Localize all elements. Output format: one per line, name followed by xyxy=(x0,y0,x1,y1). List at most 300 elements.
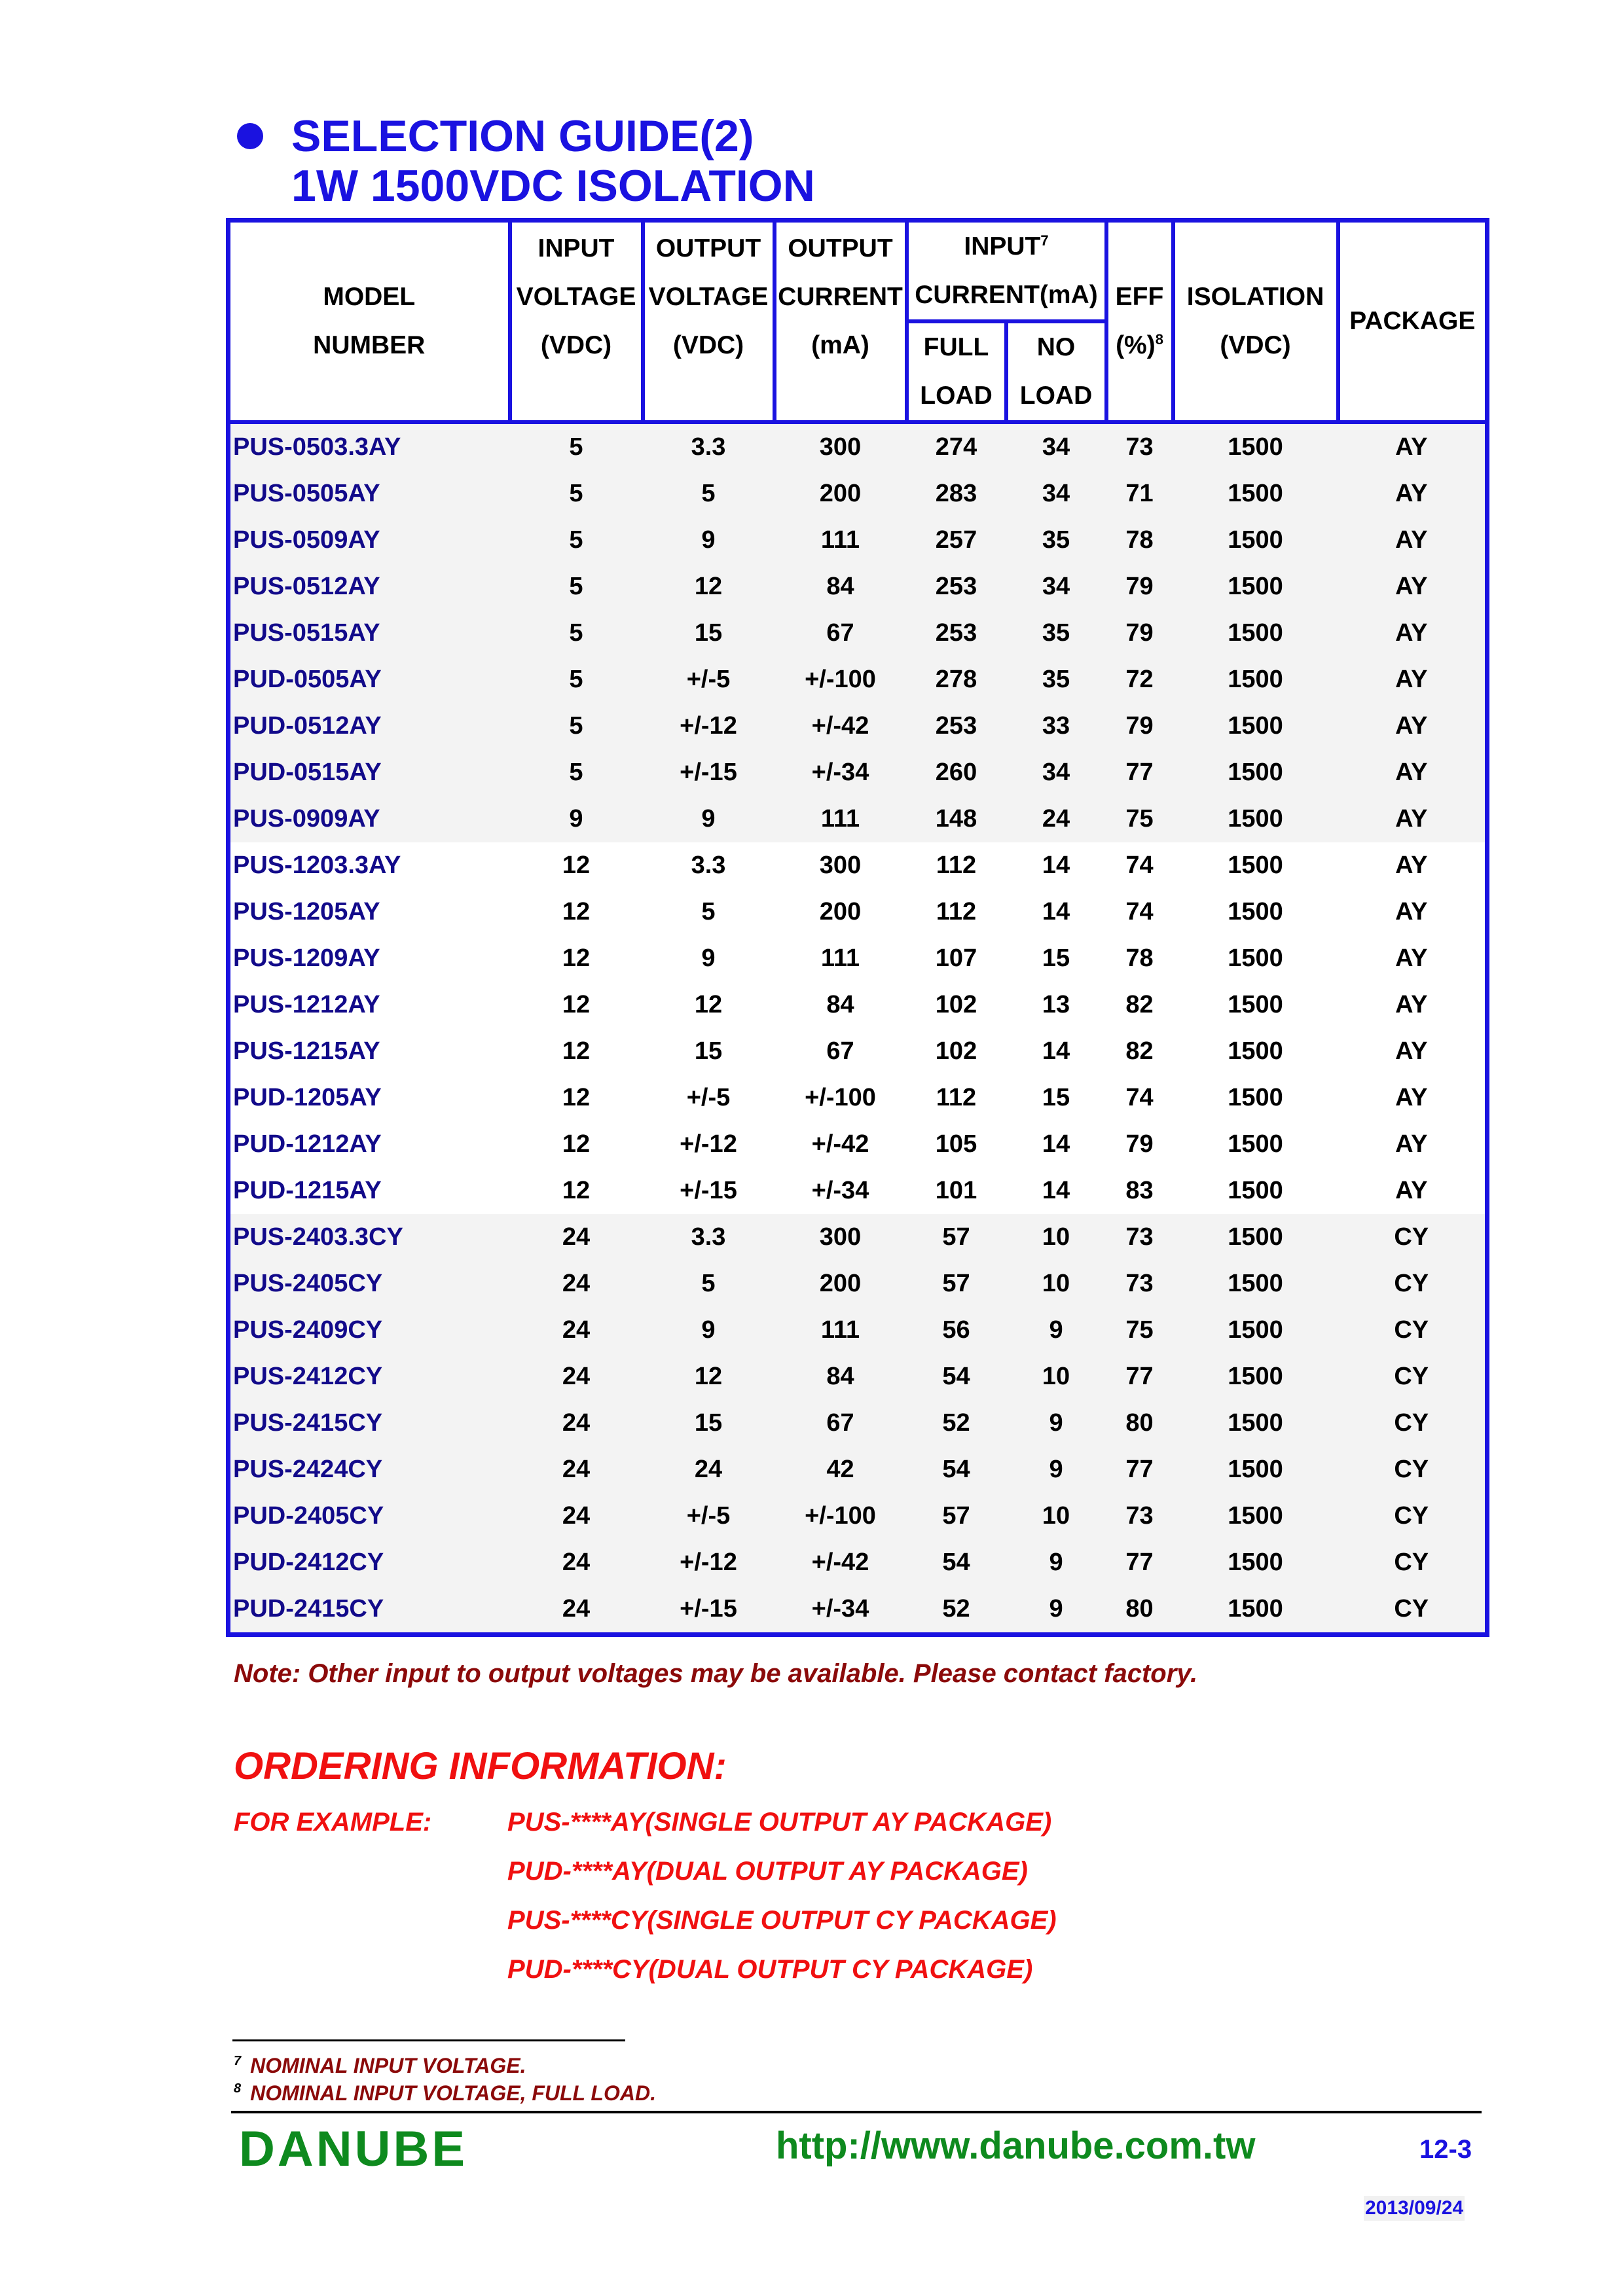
cell-efficiency: 78 xyxy=(1106,517,1173,564)
cell-input-current-no-load: 24 xyxy=(1006,796,1106,842)
table-row xyxy=(228,1354,1487,1400)
header-no-load xyxy=(1006,321,1106,422)
header-input-current xyxy=(907,221,1106,322)
header-efficiency xyxy=(1106,221,1173,423)
cell-package: AY xyxy=(1338,1075,1487,1121)
ordering-example: PUS-****AY(SINGLE OUTPUT AY PACKAGE) xyxy=(507,1808,1052,1837)
table-row xyxy=(228,796,1487,842)
header-text: INPUT xyxy=(538,234,615,262)
ordering-example: PUD-****AY(DUAL OUTPUT AY PACKAGE) xyxy=(507,1857,1028,1886)
cell-output-voltage: +/-5 xyxy=(643,656,775,703)
cell-package: CY xyxy=(1338,1493,1487,1539)
cell-input-current-full-load: 101 xyxy=(907,1168,1006,1214)
cell-model: PUS-1203.3AY xyxy=(228,842,510,889)
page-subtitle: 1W 1500VDC ISOLATION xyxy=(291,161,815,211)
cell-output-current: +/-42 xyxy=(775,1121,907,1168)
bullet-icon xyxy=(237,123,263,149)
cell-package: CY xyxy=(1338,1307,1487,1354)
cell-model: PUS-2403.3CY xyxy=(228,1214,510,1261)
cell-input-voltage: 24 xyxy=(510,1214,643,1261)
cell-input-current-no-load: 34 xyxy=(1006,422,1106,471)
cell-input-voltage: 12 xyxy=(510,1121,643,1168)
cell-efficiency: 75 xyxy=(1106,1307,1173,1354)
cell-input-voltage: 5 xyxy=(510,703,643,749)
cell-input-voltage: 24 xyxy=(510,1307,643,1354)
cell-output-voltage: 9 xyxy=(643,935,775,982)
cell-input-current-no-load: 10 xyxy=(1006,1354,1106,1400)
cell-efficiency: 77 xyxy=(1106,749,1173,796)
cell-isolation: 1500 xyxy=(1173,1400,1338,1446)
cell-package: AY xyxy=(1338,471,1487,517)
cell-input-voltage: 12 xyxy=(510,842,643,889)
cell-isolation: 1500 xyxy=(1173,935,1338,982)
footnote-divider xyxy=(232,2039,625,2041)
header-text: (VDC) xyxy=(672,331,744,359)
cell-isolation: 1500 xyxy=(1173,749,1338,796)
cell-input-current-full-load: 52 xyxy=(907,1586,1006,1635)
table-row xyxy=(228,1307,1487,1354)
cell-output-current: 111 xyxy=(775,517,907,564)
brand-logo: DANUBE xyxy=(239,2121,468,2177)
cell-model: PUS-0909AY xyxy=(228,796,510,842)
cell-efficiency: 71 xyxy=(1106,471,1173,517)
cell-output-current: +/-100 xyxy=(775,656,907,703)
cell-input-voltage: 5 xyxy=(510,517,643,564)
cell-output-current: +/-34 xyxy=(775,1586,907,1635)
table-row xyxy=(228,889,1487,935)
footnote-ref: 8 xyxy=(1155,331,1163,348)
cell-output-voltage: +/-5 xyxy=(643,1075,775,1121)
cell-input-voltage: 5 xyxy=(510,422,643,471)
cell-input-voltage: 5 xyxy=(510,610,643,656)
footnote-mark: 8 xyxy=(234,2081,242,2096)
cell-model: PUS-1212AY xyxy=(228,982,510,1028)
table-row xyxy=(228,1028,1487,1075)
cell-output-current: 67 xyxy=(775,1028,907,1075)
cell-input-voltage: 24 xyxy=(510,1539,643,1586)
cell-input-voltage: 24 xyxy=(510,1493,643,1539)
header-text: (%) xyxy=(1116,331,1156,359)
footnote-text: NOMINAL INPUT VOLTAGE. xyxy=(250,2054,526,2077)
cell-package: CY xyxy=(1338,1261,1487,1307)
cell-isolation: 1500 xyxy=(1173,656,1338,703)
cell-package: AY xyxy=(1338,1168,1487,1214)
header-package: PACKAGE xyxy=(1338,221,1487,423)
cell-output-current: 111 xyxy=(775,1307,907,1354)
footer-divider xyxy=(231,2111,1482,2113)
cell-input-voltage: 24 xyxy=(510,1261,643,1307)
ordering-example: PUD-****CY(DUAL OUTPUT CY PACKAGE) xyxy=(507,1955,1033,1984)
table-row xyxy=(228,422,1487,471)
cell-output-current: 84 xyxy=(775,982,907,1028)
cell-input-voltage: 12 xyxy=(510,1028,643,1075)
cell-isolation: 1500 xyxy=(1173,1307,1338,1354)
cell-isolation: 1500 xyxy=(1173,796,1338,842)
cell-model: PUS-0509AY xyxy=(228,517,510,564)
ordering-example: PUS-****CY(SINGLE OUTPUT CY PACKAGE) xyxy=(507,1906,1057,1935)
cell-input-current-full-load: 52 xyxy=(907,1400,1006,1446)
cell-model: PUD-2412CY xyxy=(228,1539,510,1586)
cell-package: AY xyxy=(1338,422,1487,471)
cell-isolation: 1500 xyxy=(1173,982,1338,1028)
cell-output-voltage: +/-15 xyxy=(643,1168,775,1214)
cell-efficiency: 72 xyxy=(1106,656,1173,703)
cell-isolation: 1500 xyxy=(1173,1493,1338,1539)
cell-isolation: 1500 xyxy=(1173,1446,1338,1493)
header-output-current xyxy=(775,221,907,423)
cell-input-current-no-load: 34 xyxy=(1006,471,1106,517)
cell-efficiency: 80 xyxy=(1106,1586,1173,1635)
cell-model: PUD-1212AY xyxy=(228,1121,510,1168)
cell-input-current-full-load: 253 xyxy=(907,564,1006,610)
cell-output-current: 200 xyxy=(775,1261,907,1307)
cell-efficiency: 82 xyxy=(1106,982,1173,1028)
cell-output-current: 300 xyxy=(775,1214,907,1261)
table-row xyxy=(228,1214,1487,1261)
cell-output-voltage: 9 xyxy=(643,1307,775,1354)
cell-input-current-no-load: 34 xyxy=(1006,564,1106,610)
cell-output-voltage: 9 xyxy=(643,517,775,564)
cell-model: PUS-0515AY xyxy=(228,610,510,656)
cell-efficiency: 73 xyxy=(1106,1493,1173,1539)
cell-isolation: 1500 xyxy=(1173,703,1338,749)
cell-isolation: 1500 xyxy=(1173,564,1338,610)
cell-efficiency: 82 xyxy=(1106,1028,1173,1075)
cell-isolation: 1500 xyxy=(1173,1168,1338,1214)
cell-input-current-full-load: 283 xyxy=(907,471,1006,517)
cell-isolation: 1500 xyxy=(1173,1121,1338,1168)
footnote-7 xyxy=(234,2054,526,2078)
cell-efficiency: 80 xyxy=(1106,1400,1173,1446)
cell-isolation: 1500 xyxy=(1173,1028,1338,1075)
cell-input-current-full-load: 102 xyxy=(907,1028,1006,1075)
cell-input-current-full-load: 278 xyxy=(907,656,1006,703)
table-row xyxy=(228,842,1487,889)
header-input-voltage xyxy=(510,221,643,423)
cell-package: AY xyxy=(1338,842,1487,889)
cell-input-current-no-load: 9 xyxy=(1006,1586,1106,1635)
cell-output-voltage: 3.3 xyxy=(643,842,775,889)
cell-package: AY xyxy=(1338,1028,1487,1075)
cell-model: PUS-0505AY xyxy=(228,471,510,517)
cell-model: PUD-2415CY xyxy=(228,1586,510,1635)
table-row xyxy=(228,1121,1487,1168)
header-text: NO xyxy=(1036,333,1076,361)
cell-efficiency: 77 xyxy=(1106,1539,1173,1586)
header-text: FULL xyxy=(923,333,989,361)
cell-input-current-no-load: 15 xyxy=(1006,1075,1106,1121)
cell-isolation: 1500 xyxy=(1173,610,1338,656)
ordering-label: FOR EXAMPLE: xyxy=(234,1808,432,1837)
cell-input-voltage: 5 xyxy=(510,749,643,796)
cell-input-current-no-load: 9 xyxy=(1006,1539,1106,1586)
cell-output-current: +/-100 xyxy=(775,1493,907,1539)
cell-input-current-no-load: 9 xyxy=(1006,1446,1106,1493)
cell-package: AY xyxy=(1338,982,1487,1028)
cell-package: CY xyxy=(1338,1400,1487,1446)
cell-output-voltage: 12 xyxy=(643,1354,775,1400)
header-text: OUTPUT xyxy=(655,234,761,262)
cell-input-current-full-load: 257 xyxy=(907,517,1006,564)
cell-model: PUS-1205AY xyxy=(228,889,510,935)
cell-input-current-full-load: 105 xyxy=(907,1121,1006,1168)
cell-model: PUS-1215AY xyxy=(228,1028,510,1075)
cell-output-current: 84 xyxy=(775,1354,907,1400)
table-row xyxy=(228,610,1487,656)
cell-output-voltage: +/-12 xyxy=(643,703,775,749)
cell-input-voltage: 5 xyxy=(510,656,643,703)
table-body xyxy=(228,422,1487,1635)
cell-isolation: 1500 xyxy=(1173,422,1338,471)
cell-input-current-full-load: 57 xyxy=(907,1261,1006,1307)
cell-input-current-full-load: 253 xyxy=(907,703,1006,749)
cell-input-current-no-load: 33 xyxy=(1006,703,1106,749)
cell-model: PUS-1209AY xyxy=(228,935,510,982)
cell-model: PUD-1215AY xyxy=(228,1168,510,1214)
table-row xyxy=(228,749,1487,796)
cell-output-voltage: 5 xyxy=(643,889,775,935)
cell-output-voltage: +/-15 xyxy=(643,749,775,796)
cell-efficiency: 79 xyxy=(1106,564,1173,610)
cell-isolation: 1500 xyxy=(1173,1539,1338,1586)
cell-input-current-full-load: 112 xyxy=(907,889,1006,935)
cell-input-voltage: 5 xyxy=(510,564,643,610)
table-row xyxy=(228,564,1487,610)
cell-output-voltage: 3.3 xyxy=(643,1214,775,1261)
cell-package: CY xyxy=(1338,1214,1487,1261)
cell-model: PUD-0505AY xyxy=(228,656,510,703)
cell-input-current-no-load: 35 xyxy=(1006,517,1106,564)
header-text: LOAD xyxy=(1019,382,1093,410)
cell-input-current-no-load: 15 xyxy=(1006,935,1106,982)
table-row xyxy=(228,1075,1487,1121)
cell-package: AY xyxy=(1338,935,1487,982)
cell-input-voltage: 12 xyxy=(510,1075,643,1121)
table-header-row xyxy=(228,221,1487,322)
cell-output-voltage: 5 xyxy=(643,1261,775,1307)
cell-input-current-full-load: 107 xyxy=(907,935,1006,982)
header-text: VOLTAGE xyxy=(516,283,636,311)
cell-package: AY xyxy=(1338,517,1487,564)
cell-efficiency: 77 xyxy=(1106,1354,1173,1400)
table-row xyxy=(228,1261,1487,1307)
cell-input-current-no-load: 10 xyxy=(1006,1214,1106,1261)
cell-input-current-no-load: 14 xyxy=(1006,1121,1106,1168)
cell-input-voltage: 24 xyxy=(510,1446,643,1493)
table-row xyxy=(228,1539,1487,1586)
cell-output-current: 111 xyxy=(775,935,907,982)
cell-isolation: 1500 xyxy=(1173,1075,1338,1121)
cell-model: PUD-2405CY xyxy=(228,1493,510,1539)
cell-efficiency: 74 xyxy=(1106,889,1173,935)
cell-input-current-no-load: 35 xyxy=(1006,656,1106,703)
cell-input-current-full-load: 112 xyxy=(907,1075,1006,1121)
cell-input-current-full-load: 54 xyxy=(907,1539,1006,1586)
footnote-8 xyxy=(234,2081,656,2106)
cell-efficiency: 78 xyxy=(1106,935,1173,982)
cell-input-current-full-load: 148 xyxy=(907,796,1006,842)
cell-input-voltage: 24 xyxy=(510,1586,643,1635)
cell-input-voltage: 12 xyxy=(510,889,643,935)
cell-efficiency: 75 xyxy=(1106,796,1173,842)
header-text: INPUT xyxy=(964,232,1041,260)
header-text: VOLTAGE xyxy=(648,283,769,311)
cell-input-current-full-load: 112 xyxy=(907,842,1006,889)
cell-isolation: 1500 xyxy=(1173,1354,1338,1400)
cell-input-voltage: 12 xyxy=(510,982,643,1028)
cell-output-voltage: 12 xyxy=(643,564,775,610)
cell-output-current: +/-42 xyxy=(775,703,907,749)
cell-output-current: 84 xyxy=(775,564,907,610)
cell-efficiency: 74 xyxy=(1106,842,1173,889)
cell-input-current-full-load: 102 xyxy=(907,982,1006,1028)
cell-input-current-no-load: 34 xyxy=(1006,749,1106,796)
cell-package: CY xyxy=(1338,1354,1487,1400)
table-row xyxy=(228,982,1487,1028)
cell-efficiency: 83 xyxy=(1106,1168,1173,1214)
cell-input-current-full-load: 54 xyxy=(907,1354,1006,1400)
page-title: SELECTION GUIDE(2) xyxy=(291,111,754,161)
cell-efficiency: 79 xyxy=(1106,703,1173,749)
table-row xyxy=(228,471,1487,517)
cell-input-current-full-load: 274 xyxy=(907,422,1006,471)
cell-output-current: +/-34 xyxy=(775,749,907,796)
header-text: EFF xyxy=(1115,283,1164,311)
cell-efficiency: 77 xyxy=(1106,1446,1173,1493)
cell-input-voltage: 5 xyxy=(510,471,643,517)
footnote-ref: 7 xyxy=(1040,232,1049,249)
cell-output-voltage: 5 xyxy=(643,471,775,517)
header-text: NUMBER xyxy=(313,331,426,359)
cell-output-current: +/-34 xyxy=(775,1168,907,1214)
cell-output-current: +/-42 xyxy=(775,1539,907,1586)
cell-output-voltage: +/-5 xyxy=(643,1493,775,1539)
cell-output-current: 300 xyxy=(775,422,907,471)
cell-package: AY xyxy=(1338,564,1487,610)
cell-isolation: 1500 xyxy=(1173,517,1338,564)
cell-input-current-no-load: 14 xyxy=(1006,842,1106,889)
cell-input-voltage: 9 xyxy=(510,796,643,842)
cell-package: CY xyxy=(1338,1539,1487,1586)
header-text: (VDC) xyxy=(1220,331,1291,359)
table-row xyxy=(228,1493,1487,1539)
cell-efficiency: 73 xyxy=(1106,422,1173,471)
cell-isolation: 1500 xyxy=(1173,889,1338,935)
cell-package: AY xyxy=(1338,749,1487,796)
availability-note: Note: Other input to output voltages may be available. Please contact factory. xyxy=(234,1659,1198,1688)
header-model-number xyxy=(228,221,510,423)
cell-input-current-no-load: 13 xyxy=(1006,982,1106,1028)
cell-model: PUS-2415CY xyxy=(228,1400,510,1446)
cell-isolation: 1500 xyxy=(1173,1261,1338,1307)
cell-model: PUD-0515AY xyxy=(228,749,510,796)
header-output-voltage xyxy=(643,221,775,423)
cell-output-voltage: +/-15 xyxy=(643,1586,775,1635)
cell-output-voltage: 12 xyxy=(643,982,775,1028)
cell-input-current-no-load: 14 xyxy=(1006,889,1106,935)
cell-model: PUS-0503.3AY xyxy=(228,422,510,471)
ordering-title: ORDERING INFORMATION: xyxy=(234,1745,727,1787)
cell-efficiency: 74 xyxy=(1106,1075,1173,1121)
cell-model: PUD-0512AY xyxy=(228,703,510,749)
table-row xyxy=(228,1586,1487,1635)
cell-output-current: 67 xyxy=(775,610,907,656)
cell-efficiency: 73 xyxy=(1106,1261,1173,1307)
table-row xyxy=(228,517,1487,564)
cell-model: PUS-2409CY xyxy=(228,1307,510,1354)
cell-package: CY xyxy=(1338,1586,1487,1635)
cell-output-voltage: 3.3 xyxy=(643,422,775,471)
table-row xyxy=(228,1168,1487,1214)
cell-input-voltage: 12 xyxy=(510,935,643,982)
cell-output-current: 111 xyxy=(775,796,907,842)
cell-input-current-full-load: 54 xyxy=(907,1446,1006,1493)
table-row xyxy=(228,656,1487,703)
cell-input-current-no-load: 10 xyxy=(1006,1493,1106,1539)
cell-efficiency: 79 xyxy=(1106,1121,1173,1168)
cell-output-current: +/-100 xyxy=(775,1075,907,1121)
cell-package: AY xyxy=(1338,610,1487,656)
cell-input-current-full-load: 253 xyxy=(907,610,1006,656)
footnote-mark: 7 xyxy=(234,2054,242,2069)
cell-model: PUS-2405CY xyxy=(228,1261,510,1307)
cell-output-current: 200 xyxy=(775,471,907,517)
cell-package: CY xyxy=(1338,1446,1487,1493)
cell-output-current: 42 xyxy=(775,1446,907,1493)
cell-package: AY xyxy=(1338,656,1487,703)
cell-input-current-full-load: 260 xyxy=(907,749,1006,796)
header-full-load xyxy=(907,321,1006,422)
cell-input-current-no-load: 9 xyxy=(1006,1400,1106,1446)
header-isolation xyxy=(1173,221,1338,423)
cell-model: PUS-2412CY xyxy=(228,1354,510,1400)
header-text: (mA) xyxy=(811,331,869,359)
cell-package: AY xyxy=(1338,796,1487,842)
header-text: CURRENT xyxy=(778,283,903,311)
cell-input-current-no-load: 9 xyxy=(1006,1307,1106,1354)
cell-input-voltage: 24 xyxy=(510,1400,643,1446)
cell-output-current: 200 xyxy=(775,889,907,935)
website-link[interactable]: http://www.danube.com.tw xyxy=(776,2125,1256,2167)
cell-package: AY xyxy=(1338,1121,1487,1168)
header-text: ISOLATION xyxy=(1186,283,1324,311)
cell-input-current-full-load: 57 xyxy=(907,1214,1006,1261)
cell-output-current: 300 xyxy=(775,842,907,889)
cell-model: PUS-0512AY xyxy=(228,564,510,610)
cell-input-current-no-load: 14 xyxy=(1006,1028,1106,1075)
page-number: 12-3 xyxy=(1419,2135,1472,2164)
cell-model: PUD-1205AY xyxy=(228,1075,510,1121)
header-text: (VDC) xyxy=(540,331,612,359)
cell-input-current-no-load: 10 xyxy=(1006,1261,1106,1307)
cell-input-voltage: 24 xyxy=(510,1354,643,1400)
cell-output-voltage: 15 xyxy=(643,1028,775,1075)
cell-isolation: 1500 xyxy=(1173,842,1338,889)
header-text: LOAD xyxy=(920,382,993,410)
cell-input-voltage: 12 xyxy=(510,1168,643,1214)
cell-isolation: 1500 xyxy=(1173,1586,1338,1635)
table-row xyxy=(228,935,1487,982)
cell-isolation: 1500 xyxy=(1173,1214,1338,1261)
cell-input-current-full-load: 57 xyxy=(907,1493,1006,1539)
cell-efficiency: 79 xyxy=(1106,610,1173,656)
cell-model: PUS-2424CY xyxy=(228,1446,510,1493)
cell-output-voltage: 15 xyxy=(643,610,775,656)
header-text: CURRENT(mA) xyxy=(915,281,1098,309)
table-row xyxy=(228,1400,1487,1446)
cell-output-voltage: +/-12 xyxy=(643,1539,775,1586)
header-text: OUTPUT xyxy=(788,234,893,262)
